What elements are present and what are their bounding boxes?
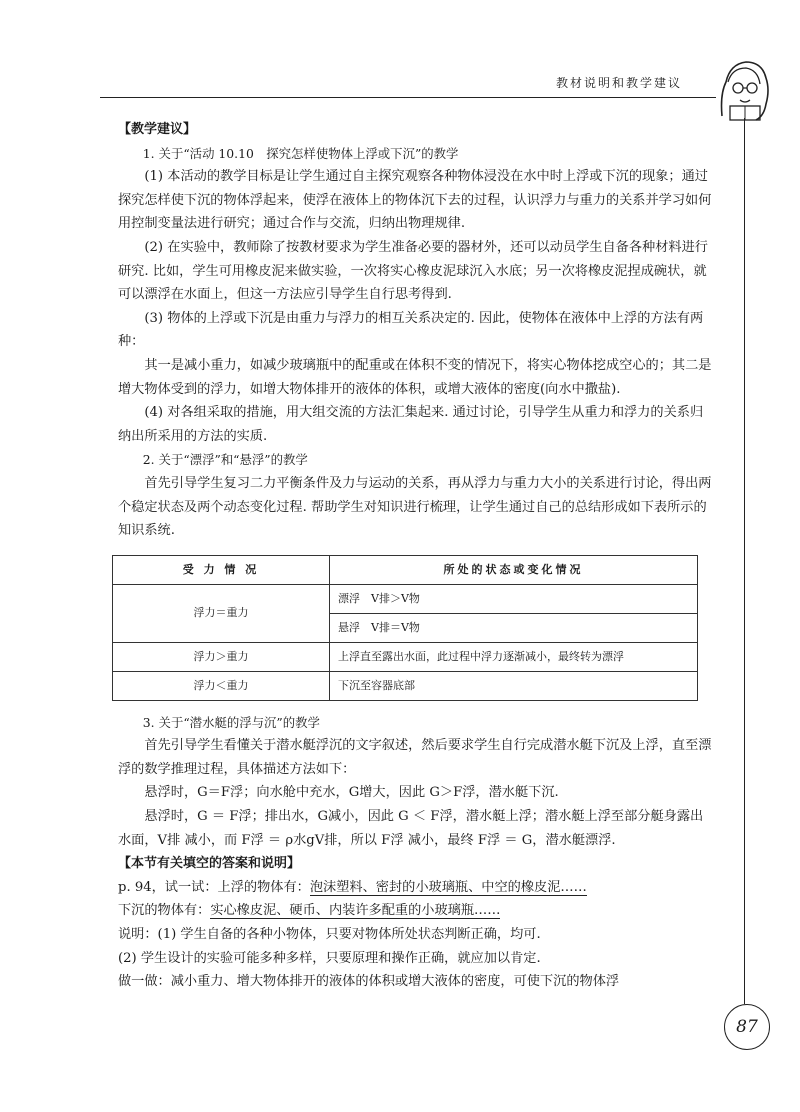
answer-1-prefix: p. 94，试一试：上浮的物体有：: [118, 879, 310, 895]
page-number: 87: [724, 1004, 770, 1050]
reading-mascot-icon: [712, 54, 776, 126]
item2-title: 2. 关于“漂浮”和“悬浮”的教学: [142, 452, 308, 468]
paragraph-2: (2) 在实验中，教师除了按教材要求为学生准备必要的器材外，还可以动员学生自备各种材料进行研究. 比如，学生可用橡皮泥来做实验，一次将实心橡皮泥球沉入水底；另一次将橡皮泥捏成碗状，就可以漂浮在水面上，但这一方法应引导学生自行思考得到.: [118, 239, 708, 303]
knowledge-table: [112, 555, 698, 701]
paragraph-9: 悬浮时，G ＝ F浮；排出水，G减小，因此 G ＜ F浮，潜水艇上浮；潜水艇上浮至部分艇身露出水面，V排 减小，而 F浮 ＝ ρ水gV排，所以 F浮 减小，最终 F浮 ＝ G，潜水艇漂浮.: [118, 809, 704, 848]
answer-2-blank: 实心橡皮泥、硬币、内装许多配重的小玻璃瓶……: [210, 903, 501, 919]
answer-line-2: [118, 899, 712, 923]
section-title-teaching: 【教学建议】: [118, 122, 197, 137]
table-cell-greater: 浮力＞重力: [113, 642, 330, 671]
table-header-state: 所处的状态或变化情况: [330, 555, 698, 584]
header-rule: [100, 97, 716, 98]
table-cell-equal: 浮力＝重力: [113, 584, 330, 642]
paragraph-1: (1) 本活动的教学目标是让学生通过自主探究观察各种物体浸没在水中时上浮或下沉的现象；通过探究怎样使下沉的物体浮起来，使浮在液体上的物体沉下去的过程，认识浮力与重力的关系并学习如何用控制变量法进行研究；通过合作与交流，归纳出物理规律.: [118, 169, 712, 232]
section-title-answers: 【本节有关填空的答案和说明】: [118, 856, 301, 872]
item1-title: 1. 关于“活动 10.10 探究怎样使物体上浮或下沉”的教学: [142, 145, 459, 161]
try-it-line: 做一做：减小重力、增大物体排开的液体的体积或增大液体的密度，可使下沉的物体浮: [118, 974, 620, 990]
item3-title: 3. 关于“潜水艇的浮与沉”的教学: [142, 714, 320, 730]
table-cell-floating: 漂浮 V排＞V物: [330, 584, 698, 613]
table-cell-suspended: 悬浮 V排＝V物: [330, 613, 698, 642]
note-line-1: 说明：(1) 学生自备的各种小物体，只要对物体所处状态判断正确，均可.: [118, 927, 541, 943]
paragraph-7: 首先引导学生看懂关于潜水艇浮沉的文字叙述，然后要求学生自行完成潜水艇下沉及上浮，直至漂浮的数学推理过程，具体描述方法如下：: [118, 738, 712, 777]
table-cell-sinking: 下沉至容器底部: [330, 671, 698, 700]
table-cell-less: 浮力＜重力: [113, 671, 330, 700]
paragraph-3: (3) 物体的上浮或下沉是由重力与浮力的相互关系决定的. 因此，使物体在液体中上浮的方法有两种：: [118, 310, 704, 350]
note-line-2: (2) 学生设计的实验可能多种多样，只要原理和操作正确，就应加以肯定.: [118, 950, 541, 966]
table-header-force: 受 力 情 况: [113, 555, 330, 584]
answer-2-prefix: 下沉的物体有：: [118, 903, 211, 919]
header-title: 教材说明和教学建议: [556, 76, 683, 90]
table-cell-rising: 上浮直至露出水面，此过程中浮力逐渐减小，最终转为漂浮: [330, 642, 698, 671]
paragraph-4: 其一是减小重力，如减少玻璃瓶中的配重或在体积不变的情况下，将实心物体挖成空心的；其二是增大物体受到的浮力，如增大物体排开的液体的体积，或增大液体的密度(向水中撒盐).: [118, 357, 712, 397]
paragraph-8: 悬浮时，G＝F浮；向水舱中充水，G增大，因此 G＞F浮，潜水艇下沉.: [144, 785, 559, 801]
page-content: [118, 118, 712, 994]
answer-1-blank: 泡沫塑料、密封的小玻璃瓶、中空的橡皮泥……: [309, 879, 587, 895]
answer-line-1: [118, 876, 712, 900]
margin-rule: [744, 118, 745, 1004]
paragraph-5: (4) 对各组采取的措施，用大组交流的方法汇集起来. 通过讨论，引导学生从重力和浮力的关系归纳出所采用的方法的实质.: [118, 405, 704, 444]
paragraph-6: 首先引导学生复习二力平衡条件及力与运动的关系，再从浮力与重力大小的关系进行讨论，得出两个稳定状态及两个动态变化过程. 帮助学生对知识进行梳理，让学生通过自己的总结形成如下表所示的知识系统.: [118, 475, 712, 539]
